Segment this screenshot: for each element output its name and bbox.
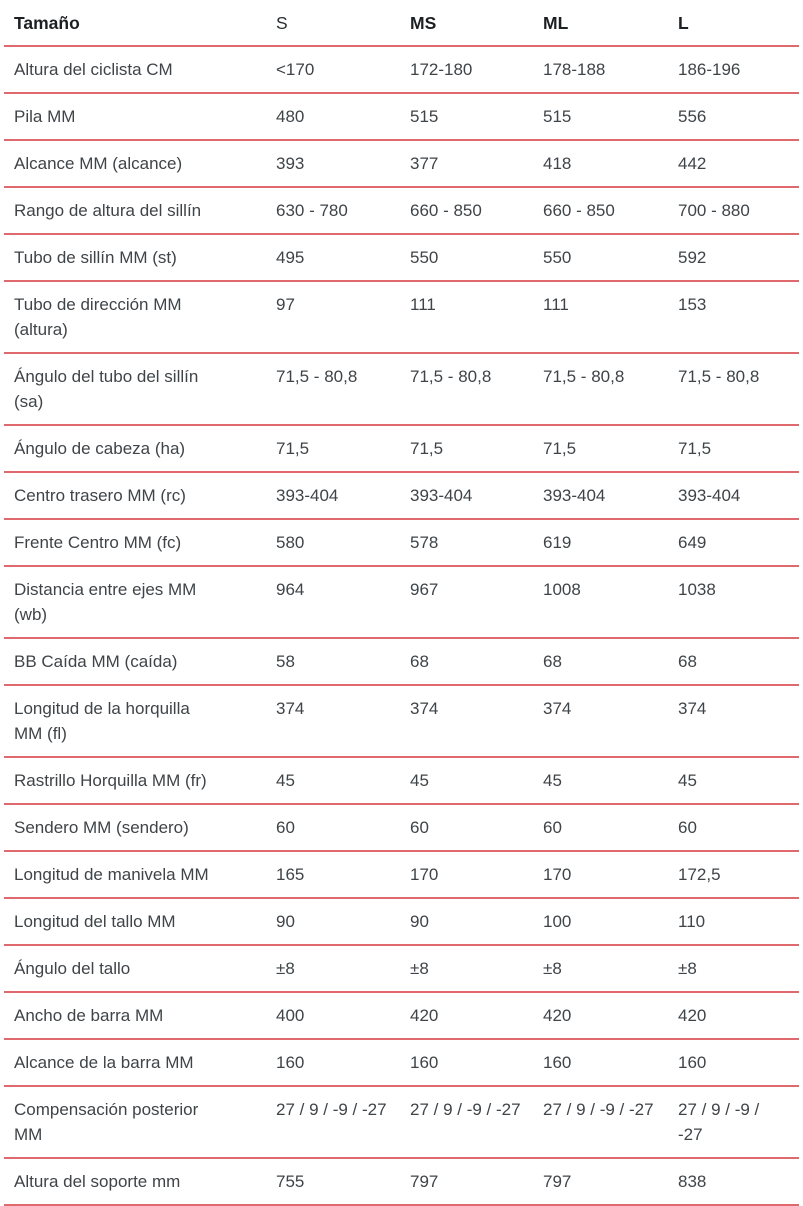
row-value: ±8 <box>678 959 697 978</box>
row-value: 418 <box>543 154 572 173</box>
row-value: 60 <box>678 818 697 837</box>
row-label <box>4 292 276 342</box>
row-value: 45 <box>410 771 429 790</box>
row-label-line: MM <box>14 1125 43 1144</box>
row-label <box>4 1050 276 1075</box>
row-value: 420 <box>678 1006 707 1025</box>
row-label-line: Altura del ciclista CM <box>14 60 173 79</box>
column-header-size-ml: ML <box>543 13 569 33</box>
row-label-line: Sendero MM (sendero) <box>14 818 189 837</box>
table-row <box>4 426 799 473</box>
row-value: 700 - 880 <box>678 201 750 220</box>
row-value: 550 <box>410 248 439 267</box>
row-label <box>4 649 276 674</box>
row-label-line: Longitud del tallo MM <box>14 912 176 931</box>
row-value: 90 <box>276 912 295 931</box>
row-label-line: Tubo de dirección MM <box>14 295 182 314</box>
row-value: 60 <box>276 818 295 837</box>
table-row <box>4 805 799 852</box>
row-value: 550 <box>543 248 572 267</box>
row-value: 374 <box>276 699 305 718</box>
row-value: 660 - 850 <box>410 201 482 220</box>
row-value: 68 <box>410 652 429 671</box>
table-row <box>4 993 799 1040</box>
table-row <box>4 141 799 188</box>
row-label <box>4 768 276 793</box>
row-label <box>4 151 276 176</box>
row-label-line: Alcance de la barra MM <box>14 1053 194 1072</box>
row-label <box>4 862 276 887</box>
row-value: 393-404 <box>678 486 741 505</box>
row-value: 111 <box>410 295 436 314</box>
row-label-line: Pila MM <box>14 107 76 126</box>
row-value: 71,5 - 80,8 <box>410 367 492 386</box>
row-value: 186-196 <box>678 60 741 79</box>
table-row <box>4 235 799 282</box>
row-value: 374 <box>678 699 707 718</box>
row-value: 160 <box>678 1053 707 1072</box>
row-label <box>4 1169 276 1194</box>
row-label-line: Rango de altura del sillín <box>14 201 202 220</box>
row-label <box>4 696 276 746</box>
row-label-line: Ángulo del tallo <box>14 959 131 978</box>
row-value: 442 <box>678 154 707 173</box>
table-row <box>4 758 799 805</box>
row-value: 71,5 - 80,8 <box>678 367 760 386</box>
row-value: 178-188 <box>543 60 606 79</box>
row-value: 400 <box>276 1006 305 1025</box>
row-value: <170 <box>276 60 315 79</box>
row-label <box>4 364 276 414</box>
table-header-row <box>4 0 799 47</box>
row-value: 377 <box>410 154 439 173</box>
row-value: 578 <box>410 533 439 552</box>
row-value: 27 / 9 / -9 / -27 <box>543 1100 654 1119</box>
row-value: 964 <box>276 580 305 599</box>
row-label-line: Ancho de barra MM <box>14 1006 164 1025</box>
row-value: 60 <box>543 818 562 837</box>
table-row <box>4 1159 799 1206</box>
table-row <box>4 686 799 758</box>
row-value: 165 <box>276 865 305 884</box>
row-label <box>4 483 276 508</box>
row-label-line: Distancia entre ejes MM <box>14 580 197 599</box>
table-row <box>4 1040 799 1087</box>
row-value: ±8 <box>276 959 295 978</box>
row-value: 630 - 780 <box>276 201 348 220</box>
row-label <box>4 104 276 129</box>
row-label-line: Tubo de sillín MM (st) <box>14 248 177 267</box>
column-header-tamano: Tamaño <box>14 13 80 33</box>
row-value: 393-404 <box>276 486 339 505</box>
row-value: 755 <box>276 1172 305 1191</box>
row-value: 110 <box>678 912 706 931</box>
row-value: 393-404 <box>543 486 606 505</box>
row-value: 480 <box>276 107 305 126</box>
row-value: 170 <box>410 865 439 884</box>
table-row <box>4 188 799 235</box>
row-value: 592 <box>678 248 707 267</box>
table-row <box>4 946 799 993</box>
row-value: 515 <box>410 107 439 126</box>
row-value: 71,5 - 80,8 <box>276 367 358 386</box>
table-row <box>4 282 799 354</box>
row-value: ±8 <box>410 959 429 978</box>
row-label <box>4 57 276 82</box>
row-value: 68 <box>543 652 562 671</box>
row-label-line: Centro trasero MM (rc) <box>14 486 186 505</box>
row-value: 100 <box>543 912 572 931</box>
row-value: 71,5 <box>410 439 444 458</box>
table-row <box>4 354 799 426</box>
row-value: 71,5 <box>678 439 712 458</box>
table-row <box>4 639 799 686</box>
row-label-line: Altura del soporte mm <box>14 1172 181 1191</box>
row-label-line: Compensación posterior <box>14 1100 199 1119</box>
row-value: 111 <box>543 295 569 314</box>
row-value: 160 <box>410 1053 439 1072</box>
row-label-line: MM (fl) <box>14 724 67 743</box>
row-value: 619 <box>543 533 572 552</box>
row-label <box>4 198 276 223</box>
row-label-line: (altura) <box>14 320 68 339</box>
row-value: 172,5 <box>678 865 721 884</box>
row-label <box>4 577 276 627</box>
row-label-line: Longitud de la horquilla <box>14 699 190 718</box>
row-value: 838 <box>678 1172 707 1191</box>
row-value: 374 <box>410 699 439 718</box>
row-value: 515 <box>543 107 572 126</box>
table-row <box>4 567 799 639</box>
row-value: 153 <box>678 295 707 314</box>
table-row <box>4 473 799 520</box>
row-value: 60 <box>410 818 429 837</box>
row-value: 45 <box>678 771 697 790</box>
row-value: 393 <box>276 154 305 173</box>
row-value: 71,5 <box>543 439 577 458</box>
row-label-line: Ángulo del tubo del sillín <box>14 367 199 386</box>
row-value: 556 <box>678 107 707 126</box>
row-value: ±8 <box>543 959 562 978</box>
row-value: 660 - 850 <box>543 201 615 220</box>
row-label <box>4 815 276 840</box>
table-body <box>4 47 799 1206</box>
row-value: 27 / 9 / -9 / -27 <box>678 1100 760 1144</box>
row-value: 97 <box>276 295 295 314</box>
row-value: 797 <box>410 1172 439 1191</box>
row-label-line: Longitud de manivela MM <box>14 865 209 884</box>
row-value: 58 <box>276 652 295 671</box>
row-label <box>4 956 276 981</box>
row-value: 420 <box>410 1006 439 1025</box>
row-label <box>4 1097 276 1147</box>
row-label-line: BB Caída MM (caída) <box>14 652 178 671</box>
row-value: 374 <box>543 699 572 718</box>
row-value: 495 <box>276 248 305 267</box>
column-header-size-ms: MS <box>410 13 437 33</box>
row-label-line: (sa) <box>14 392 44 411</box>
row-value: 420 <box>543 1006 572 1025</box>
row-value: 71,5 - 80,8 <box>543 367 625 386</box>
row-value: 580 <box>276 533 305 552</box>
row-value: 27 / 9 / -9 / -27 <box>410 1100 521 1119</box>
row-label-line: Alcance MM (alcance) <box>14 154 183 173</box>
row-value: 170 <box>543 865 572 884</box>
table-row <box>4 899 799 946</box>
row-value: 90 <box>410 912 429 931</box>
row-value: 649 <box>678 533 707 552</box>
row-value: 1008 <box>543 580 581 599</box>
row-label <box>4 909 276 934</box>
table-row <box>4 47 799 94</box>
column-header-size-l: L <box>678 13 689 33</box>
row-label <box>4 1003 276 1028</box>
row-value: 172-180 <box>410 60 473 79</box>
table-row <box>4 852 799 899</box>
table-row <box>4 94 799 141</box>
row-value: 160 <box>543 1053 572 1072</box>
row-label <box>4 245 276 270</box>
row-value: 45 <box>543 771 562 790</box>
table-row <box>4 520 799 567</box>
row-value: 27 / 9 / -9 / -27 <box>276 1100 387 1119</box>
row-value: 71,5 <box>276 439 310 458</box>
row-value: 1038 <box>678 580 716 599</box>
row-value: 393-404 <box>410 486 473 505</box>
column-header-size-s: S <box>276 13 288 33</box>
row-value: 797 <box>543 1172 572 1191</box>
row-value: 967 <box>410 580 439 599</box>
table-row <box>4 1087 799 1159</box>
row-label-line: (wb) <box>14 605 48 624</box>
row-value: 45 <box>276 771 295 790</box>
row-value: 160 <box>276 1053 305 1072</box>
row-label-line: Frente Centro MM (fc) <box>14 533 182 552</box>
row-value: 68 <box>678 652 697 671</box>
row-label-line: Ángulo de cabeza (ha) <box>14 439 186 458</box>
row-label <box>4 436 276 461</box>
row-label <box>4 530 276 555</box>
row-label-line: Rastrillo Horquilla MM (fr) <box>14 771 207 790</box>
